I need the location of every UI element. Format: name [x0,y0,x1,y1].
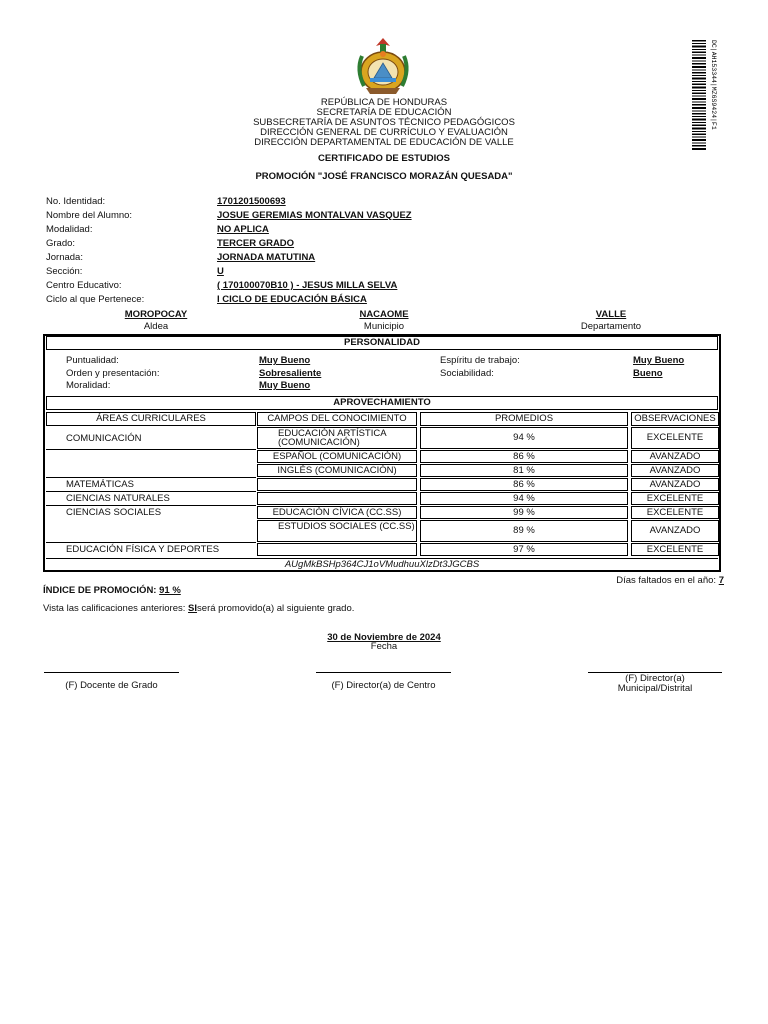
observacion-cell: AVANZADO [631,464,719,477]
centro-label: Centro Educativo: [46,280,122,291]
area-ciencias-sociales: CIENCIAS SOCIALES [66,507,162,518]
observacion-cell: AVANZADO [631,520,719,542]
promotion-statement [43,603,354,614]
indice-value: 91 % [159,585,181,596]
identidad-value: 1701201500693 [217,196,286,207]
header-line: REPÚBLICA DE HONDURAS [320,97,448,108]
coat-of-arms-seal [352,36,414,96]
municipio-label: Municipio [363,321,405,332]
espiritu-label: Espíritu de trabajo: [440,355,520,366]
orden-value: Sobresaliente [259,368,322,379]
observacion-cell: EXCELENTE [631,543,719,556]
campo-cell: ESPAÑOL (COMUNICACIÓN) [257,450,417,463]
municipio-value: NACAOME [359,309,409,320]
dias-faltados-value: 7 [718,575,724,586]
header-line: DIRECCIÓN DEPARTAMENTAL DE EDUCACIÓN DE VALLE [254,137,514,148]
header-observaciones: OBSERVACIONES [631,412,719,426]
aldea-label: Aldea [143,321,169,332]
header-line: DIRECCIÓN GENERAL DE CURRÍCULO Y EVALUACIÓN [260,127,508,138]
dias-faltados-label: Días faltados en el año: [616,575,717,586]
header-areas: ÁREAS CURRICULARES [46,412,256,426]
campo-cell: EDUCACIÓN ARTÍSTICA (COMUNICACIÓN) [257,427,417,449]
dias-faltados [616,575,724,586]
promedio-cell: 97 % [420,543,628,556]
nombre-value: JOSUE GEREMIAS MONTALVAN VASQUEZ [217,210,412,221]
promedio-cell: 81 % [420,464,628,477]
firma-director-municipal-line2: Municipal/Distrital [617,683,693,694]
aldea-value: MOROPOCAY [124,309,188,320]
fecha-value: 30 de Noviembre de 2024 [327,632,441,643]
promedio-cell: 86 % [420,450,628,463]
vista-prefix: Vista las calificaciones anteriores: [43,603,186,614]
modalidad-value: NO APLICA [217,224,269,235]
promedio-cell: 94 % [420,427,628,449]
sociabilidad-label: Sociabilidad: [440,368,494,379]
aprovechamiento-title: APROVECHAMIENTO [46,396,718,410]
seccion-label: Sección: [46,266,83,277]
verification-code: AUgMkBSHp364CJ1oVMudhuuXlzDt3JGCBS [46,558,718,571]
campo-cell: ESTUDIOS SOCIALES (CC.SS) [257,520,417,542]
area-divider [46,505,256,506]
modalidad-label: Modalidad: [46,224,93,235]
firma-director-centro: (F) Director(a) de Centro [331,680,436,691]
observacion-cell: EXCELENTE [631,506,719,519]
orden-label: Orden y presentación: [66,368,160,379]
identidad-label: No. Identidad: [46,196,106,207]
signature-line-docente [44,672,179,673]
area-comunicacion: COMUNICACIÓN [66,433,142,444]
sociabilidad-value: Bueno [633,368,663,379]
header-line: SECRETARÍA DE EDUCACIÓN [316,107,452,118]
personalidad-title: PERSONALIDAD [46,336,718,350]
institution-header [0,98,768,148]
centro-value: ( 170100070B10 ) - JESUS MILLA SELVA [217,280,398,291]
promedio-cell: 86 % [420,478,628,491]
jornada-label: Jornada: [46,252,83,263]
firma-docente: (F) Docente de Grado [65,680,158,691]
promotion-title: PROMOCIÓN "JOSÉ FRANCISCO MORAZÁN QUESADA" [255,171,513,182]
signature-line-director-centro [316,672,451,673]
area-educacion-fisica: EDUCACIÓN FÍSICA Y DEPORTES [66,544,220,555]
area-matematicas: MATEMÁTICAS [66,479,134,490]
vista-suffix: será promovido(a) al siguiente grado. [197,603,355,614]
barcode-text: DC|AH153344|MZ6S9424|F1 [710,40,717,130]
departamento-label: Departamento [580,321,642,332]
observacion-cell: EXCELENTE [631,492,719,505]
indice-promocion [43,585,181,596]
header-campos: CAMPOS DEL CONOCIMIENTO [257,412,417,426]
espiritu-value: Muy Bueno [633,355,685,366]
certificate-title: CERTIFICADO DE ESTUDIOS [318,153,450,164]
campo-cell [257,543,417,556]
grado-value: TERCER GRADO [217,238,295,249]
area-divider [46,449,256,450]
firma-director-municipal [578,674,732,694]
vista-si: SI [188,603,198,614]
moralidad-value: Muy Bueno [259,380,311,391]
seccion-value: U [217,266,224,277]
campo-cell: EDUCACIÓN CÍVICA (CC.SS) [257,506,417,519]
firma-director-municipal-line1: (F) Director(a) [625,673,685,684]
ciclo-label: Ciclo al que Pertenece: [46,294,145,305]
fecha-label: Fecha [370,641,398,652]
area-divider [46,542,256,543]
jornada-value: JORNADA MATUTINA [217,252,316,263]
header-line: SUBSECRETARÍA DE ASUNTOS TÉCNICO PEDAGÓGICOS [253,117,515,128]
puntualidad-value: Muy Bueno [259,355,311,366]
campo-cell [257,478,417,491]
observacion-cell: AVANZADO [631,450,719,463]
promedio-cell: 94 % [420,492,628,505]
area-divider [46,477,256,478]
grado-label: Grado: [46,238,76,249]
nombre-label: Nombre del Alumno: [46,210,133,221]
puntualidad-label: Puntualidad: [66,355,119,366]
ciclo-value: I CICLO DE EDUCACIÓN BÁSICA [217,294,367,305]
departamento-value: VALLE [595,309,627,320]
area-ciencias-naturales: CIENCIAS NATURALES [66,493,170,504]
header-promedios: PROMEDIOS [420,412,628,426]
promedio-cell: 99 % [420,506,628,519]
area-divider [46,491,256,492]
campo-cell: INGLÉS (COMUNICACIÓN) [257,464,417,477]
campo-cell [257,492,417,505]
observacion-cell: AVANZADO [631,478,719,491]
observacion-cell: EXCELENTE [631,427,719,449]
indice-label: ÍNDICE DE PROMOCIÓN: [43,585,157,596]
promedio-cell: 89 % [420,520,628,542]
moralidad-label: Moralidad: [66,380,111,391]
